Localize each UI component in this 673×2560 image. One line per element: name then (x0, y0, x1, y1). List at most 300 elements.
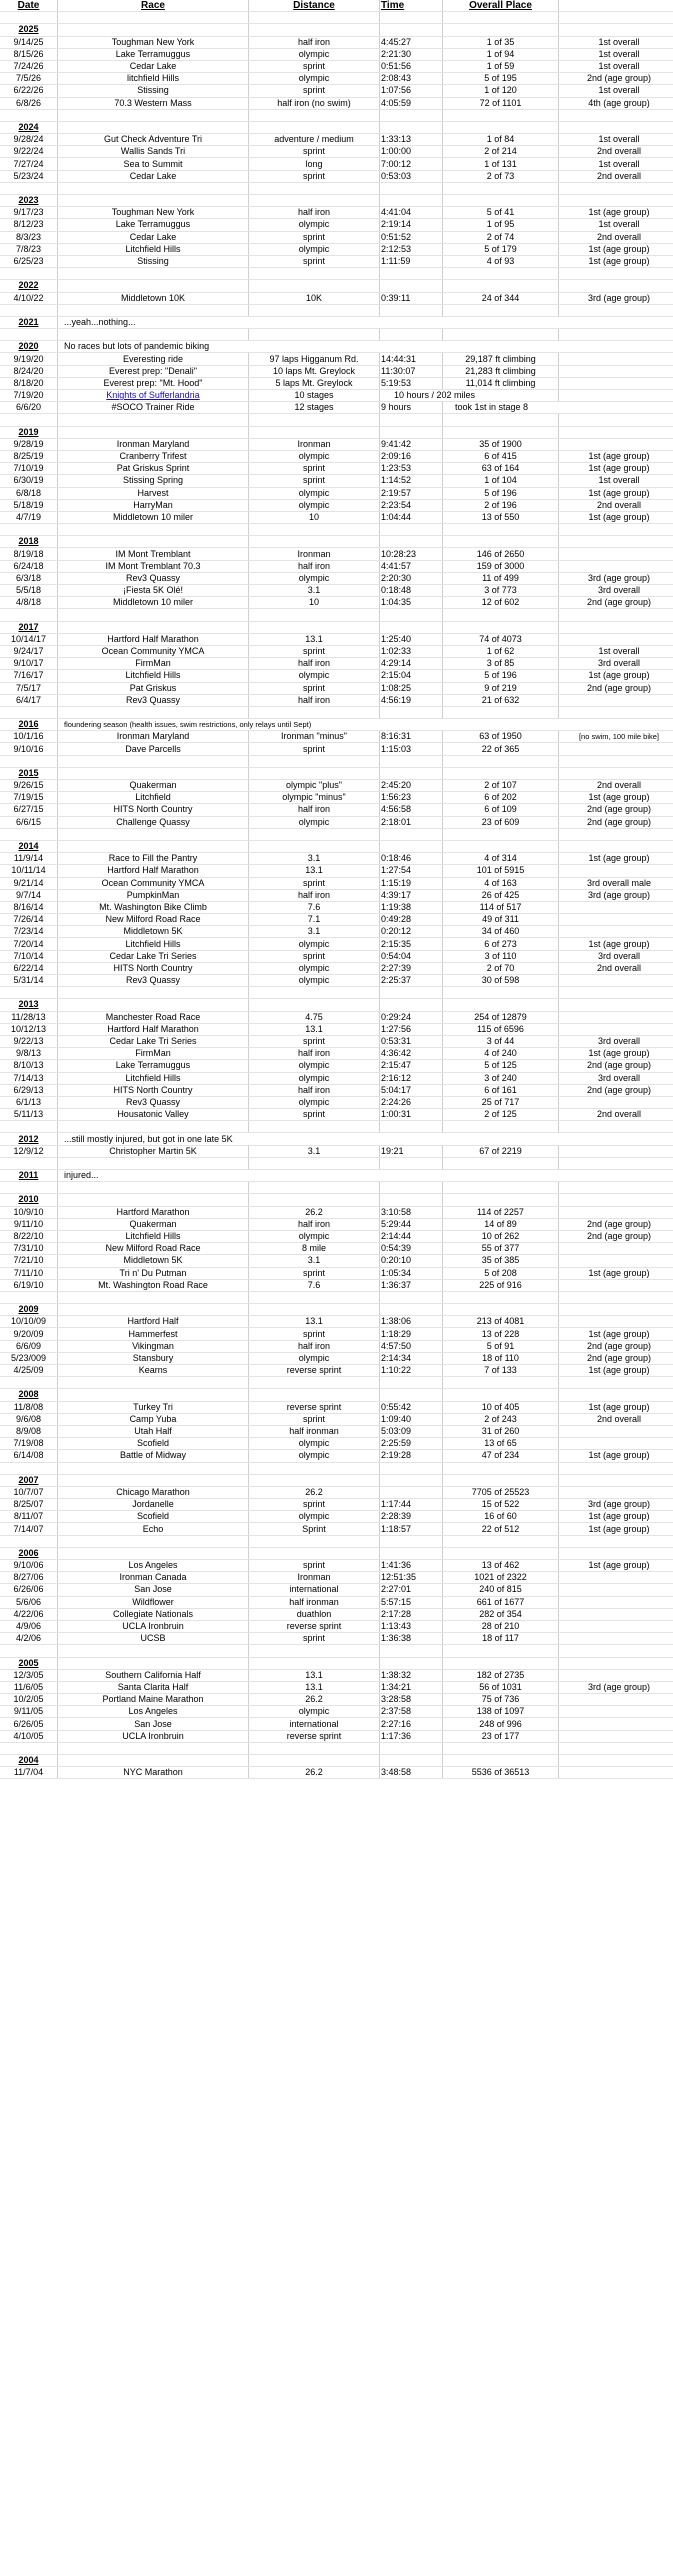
empty-cell (249, 182, 380, 194)
overall-place-cell: 2 of 70 (443, 962, 559, 974)
distance-cell: half iron (no swim) (249, 97, 380, 109)
overall-place-cell: 6 of 161 (443, 1084, 559, 1096)
table-row (0, 597, 673, 609)
distance-cell: 26.2 (249, 1767, 380, 1779)
overall-place-cell: 21,283 ft climbing (443, 365, 559, 377)
time-cell: 0:39:11 (380, 292, 443, 304)
year-row (0, 121, 673, 133)
year-row (0, 621, 673, 633)
table-row (0, 1511, 673, 1523)
empty-cell (380, 1462, 443, 1474)
race-cell: Hartford Half Marathon (58, 1023, 249, 1035)
distance-cell: 97 laps Higganum Rd. (249, 353, 380, 365)
time-cell: 1:15:03 (380, 743, 443, 755)
table-row (0, 1109, 673, 1121)
distance-cell: olympic (249, 73, 380, 85)
empty-cell (58, 12, 249, 24)
table-row (0, 207, 673, 219)
empty-cell (443, 182, 559, 194)
overall-place-cell: 34 of 460 (443, 926, 559, 938)
overall-place-cell: 4 of 163 (443, 877, 559, 889)
distance-cell: 26.2 (249, 1486, 380, 1498)
overall-place-cell: 2 of 107 (443, 780, 559, 792)
time-cell: 3:48:58 (380, 1767, 443, 1779)
overall-place-cell: 5 of 41 (443, 207, 559, 219)
time-cell: 1:09:40 (380, 1413, 443, 1425)
overall-place-cell: 248 of 996 (443, 1718, 559, 1730)
empty-cell (380, 426, 443, 438)
overall-place-cell: 138 of 1097 (443, 1706, 559, 1718)
distance-cell: olympic (249, 1352, 380, 1364)
distance-cell: olympic (249, 48, 380, 60)
date-cell: 4/7/19 (0, 511, 58, 523)
date-cell: 9/21/14 (0, 877, 58, 889)
empty-cell (443, 1182, 559, 1194)
empty-cell (249, 329, 380, 341)
time-cell: 0:55:42 (380, 1401, 443, 1413)
empty-cell (559, 24, 673, 36)
time-cell: 1:56:23 (380, 792, 443, 804)
placing-cell: 2nd (age group) (559, 804, 673, 816)
placing-cell (559, 390, 673, 402)
empty-cell (249, 755, 380, 767)
empty-cell (559, 1182, 673, 1194)
distance-cell: reverse sprint (249, 1401, 380, 1413)
overall-place-cell: 1 of 59 (443, 60, 559, 72)
time-cell: 8:16:31 (380, 731, 443, 743)
overall-place-cell: 1 of 131 (443, 158, 559, 170)
table-row (0, 1560, 673, 1572)
distance-cell: 26.2 (249, 1694, 380, 1706)
table-row (0, 792, 673, 804)
overall-place-cell: 5 of 196 (443, 670, 559, 682)
empty-cell (443, 1474, 559, 1486)
race-cell: Hammerfest (58, 1328, 249, 1340)
time-cell: 4:39:17 (380, 889, 443, 901)
table-row (0, 780, 673, 792)
distance-cell: olympic (249, 816, 380, 828)
overall-place-cell: 22 of 365 (443, 743, 559, 755)
table-row (0, 889, 673, 901)
race-cell: Stissing (58, 255, 249, 267)
placing-cell (559, 1596, 673, 1608)
race-cell: HITS North Country (58, 962, 249, 974)
overall-place-cell: 9 of 219 (443, 682, 559, 694)
spacer-row (0, 1291, 673, 1303)
race-cell: Collegiate Nationals (58, 1608, 249, 1620)
placing-cell (559, 1145, 673, 1157)
year-row (0, 1170, 673, 1182)
placing-cell: 1st overall (559, 60, 673, 72)
time-cell: 4:57:50 (380, 1340, 443, 1352)
table-row (0, 390, 673, 402)
year-label: 2019 (0, 426, 58, 438)
race-cell: Stissing (58, 85, 249, 97)
distance-cell: sprint (249, 1328, 380, 1340)
date-cell: 11/7/04 (0, 1767, 58, 1779)
placing-cell: 2nd (age group) (559, 682, 673, 694)
placing-cell: 3rd overall male (559, 877, 673, 889)
placing-cell (559, 1730, 673, 1742)
empty-cell (249, 280, 380, 292)
date-cell: 6/24/18 (0, 560, 58, 572)
distance-cell: sprint (249, 85, 380, 97)
overall-place-cell: 24 of 344 (443, 292, 559, 304)
overall-place-cell: 13 of 65 (443, 1438, 559, 1450)
overall-place-cell: 254 of 12879 (443, 1011, 559, 1023)
empty-cell (380, 1194, 443, 1206)
placing-cell: 1st overall (559, 475, 673, 487)
empty-cell (0, 12, 58, 24)
table-row (0, 670, 673, 682)
empty-cell (380, 706, 443, 718)
placing-cell: 1st (age group) (559, 670, 673, 682)
placing-cell: 1st (age group) (559, 243, 673, 255)
distance-cell: 13.1 (249, 1669, 380, 1681)
placing-cell: 1st (age group) (559, 511, 673, 523)
header-placing-cell (559, 0, 673, 12)
time-cell: 5:04:17 (380, 1084, 443, 1096)
date-cell: 10/2/05 (0, 1694, 58, 1706)
date-cell: 4/10/22 (0, 292, 58, 304)
table-row (0, 170, 673, 182)
empty-cell (380, 329, 443, 341)
empty-cell (249, 268, 380, 280)
placing-cell: 2nd overall (559, 962, 673, 974)
race-cell: Utah Half (58, 1425, 249, 1437)
date-cell: 9/19/20 (0, 353, 58, 365)
empty-cell (443, 109, 559, 121)
placing-cell: 3rd (age group) (559, 1499, 673, 1511)
table-row (0, 938, 673, 950)
empty-cell (58, 1194, 249, 1206)
overall-place-cell: 28 of 210 (443, 1620, 559, 1632)
empty-cell (380, 1535, 443, 1547)
empty-cell (559, 1157, 673, 1169)
time-cell: 0:54:04 (380, 950, 443, 962)
overall-place-cell: 182 of 2735 (443, 1669, 559, 1681)
race-cell: Southern California Half (58, 1669, 249, 1681)
table-row (0, 377, 673, 389)
spacer-row (0, 1121, 673, 1133)
overall-place-cell: 2 of 74 (443, 231, 559, 243)
table-row (0, 901, 673, 913)
placing-cell: 1st (age group) (559, 1560, 673, 1572)
overall-place-cell: 115 of 6596 (443, 1023, 559, 1035)
year-row (0, 316, 673, 328)
year-label: 2023 (0, 195, 58, 207)
table-row (0, 804, 673, 816)
overall-place-cell: 14 of 89 (443, 1218, 559, 1230)
empty-cell (443, 621, 559, 633)
race-cell: Vikingman (58, 1340, 249, 1352)
spacer-row (0, 755, 673, 767)
year-label: 2016 (0, 719, 58, 731)
empty-cell (380, 1182, 443, 1194)
empty-cell (58, 1157, 249, 1169)
date-cell: 8/25/19 (0, 450, 58, 462)
race-cell: Rev3 Quassy (58, 694, 249, 706)
time-cell: 5:29:44 (380, 1218, 443, 1230)
overall-place-cell: 213 of 4081 (443, 1316, 559, 1328)
distance-cell: half iron (249, 1340, 380, 1352)
placing-cell (559, 1620, 673, 1632)
overall-place-cell: 30 of 598 (443, 975, 559, 987)
empty-cell (58, 524, 249, 536)
empty-cell (249, 1157, 380, 1169)
date-cell: 9/26/15 (0, 780, 58, 792)
placing-cell: 2nd (age group) (559, 597, 673, 609)
time-cell: 5:19:53 (380, 377, 443, 389)
distance-cell: olympic (249, 572, 380, 584)
time-cell: 1:04:35 (380, 597, 443, 609)
placing-cell (559, 901, 673, 913)
time-cell: 1:18:29 (380, 1328, 443, 1340)
empty-cell (249, 1657, 380, 1669)
empty-cell (249, 109, 380, 121)
table-row (0, 48, 673, 60)
empty-cell (443, 280, 559, 292)
overall-place-cell: 11 of 499 (443, 572, 559, 584)
date-cell: 6/6/09 (0, 1340, 58, 1352)
stage-note-cell: took 1st in stage 8 (443, 402, 673, 414)
race-cell: Litchfield Hills (58, 243, 249, 255)
time-cell: 1:14:52 (380, 475, 443, 487)
empty-cell (559, 1121, 673, 1133)
table-row (0, 1767, 673, 1779)
table-row (0, 1145, 673, 1157)
race-link[interactable]: Knights of Sufferlandria (106, 390, 200, 401)
time-cell: 2:25:59 (380, 1438, 443, 1450)
year-label: 2013 (0, 999, 58, 1011)
race-cell: Race to Fill the Pantry (58, 853, 249, 865)
empty-cell (380, 755, 443, 767)
table-row (0, 365, 673, 377)
overall-place-cell: 1 of 95 (443, 219, 559, 231)
empty-cell (249, 1389, 380, 1401)
placing-cell (559, 377, 673, 389)
date-cell: 10/7/07 (0, 1486, 58, 1498)
race-cell: Ironman Canada (58, 1572, 249, 1584)
distance-cell: 13.1 (249, 865, 380, 877)
empty-cell (0, 524, 58, 536)
placing-cell: 3rd overall (559, 1035, 673, 1047)
time-cell: 4:05:59 (380, 97, 443, 109)
time-cell: 0:53:03 (380, 170, 443, 182)
year-row (0, 1474, 673, 1486)
table-row (0, 694, 673, 706)
distance-cell: sprint (249, 170, 380, 182)
date-cell: 10/10/09 (0, 1316, 58, 1328)
time-cell: 9:41:42 (380, 438, 443, 450)
time-cell: 4:56:19 (380, 694, 443, 706)
distance-cell: 13.1 (249, 633, 380, 645)
overall-place-cell: 18 of 110 (443, 1352, 559, 1364)
time-cell: 1:34:21 (380, 1681, 443, 1693)
overall-place-cell: 101 of 5915 (443, 865, 559, 877)
overall-place-cell: 4 of 93 (443, 255, 559, 267)
placing-cell: 1st overall (559, 85, 673, 97)
placing-cell: 1st (age group) (559, 207, 673, 219)
race-cell: Sea to Summit (58, 158, 249, 170)
empty-cell (58, 840, 249, 852)
overall-place-cell: 1 of 120 (443, 85, 559, 97)
race-cell: Manchester Road Race (58, 1011, 249, 1023)
distance-cell: 7.6 (249, 901, 380, 913)
placing-cell (559, 694, 673, 706)
table-row (0, 1255, 673, 1267)
table-row (0, 743, 673, 755)
distance-cell: sprint (249, 1109, 380, 1121)
placing-cell (559, 1767, 673, 1779)
distance-cell: 3.1 (249, 585, 380, 597)
distance-cell: olympic (249, 243, 380, 255)
empty-cell (58, 999, 249, 1011)
header-overall-place-cell: Overall Place (443, 0, 559, 12)
empty-cell (58, 609, 249, 621)
placing-cell (559, 438, 673, 450)
distance-cell: 8 mile (249, 1243, 380, 1255)
time-span-cell: 10 hours / 202 miles (380, 390, 559, 402)
empty-cell (249, 1535, 380, 1547)
empty-cell (443, 1645, 559, 1657)
overall-place-cell: 4 of 240 (443, 1048, 559, 1060)
empty-cell (443, 1157, 559, 1169)
time-cell: 1:27:54 (380, 865, 443, 877)
date-cell: 9/6/08 (0, 1413, 58, 1425)
empty-cell (559, 999, 673, 1011)
placing-cell: 1st (age group) (559, 487, 673, 499)
empty-cell (58, 1547, 249, 1559)
race-cell: Stansbury (58, 1352, 249, 1364)
placing-cell (559, 743, 673, 755)
date-cell: 4/8/18 (0, 597, 58, 609)
year-row (0, 767, 673, 779)
empty-cell (559, 121, 673, 133)
table-row (0, 585, 673, 597)
year-note: floundering season (health issues, swim restrictions, only relays until Sept) (58, 719, 673, 731)
empty-cell (443, 414, 559, 426)
table-row (0, 1718, 673, 1730)
race-cell: litchfield Hills (58, 73, 249, 85)
race-cell: UCSB (58, 1633, 249, 1645)
empty-cell (443, 1657, 559, 1669)
spacer-row (0, 1535, 673, 1547)
spacer-row (0, 1377, 673, 1389)
date-cell: 7/19/20 (0, 390, 58, 402)
distance-cell: 26.2 (249, 1206, 380, 1218)
year-row (0, 24, 673, 36)
date-cell: 10/12/13 (0, 1023, 58, 1035)
placing-cell (559, 1669, 673, 1681)
placing-cell: 3rd (age group) (559, 1681, 673, 1693)
race-cell: #SOCO Trainer Ride (58, 402, 249, 414)
empty-cell (0, 1182, 58, 1194)
distance-cell: olympic (249, 938, 380, 950)
year-label: 2014 (0, 840, 58, 852)
empty-cell (559, 536, 673, 548)
placing-cell (559, 926, 673, 938)
table-row (0, 1669, 673, 1681)
placing-cell: 1st (age group) (559, 792, 673, 804)
race-cell: Battle of Midway (58, 1450, 249, 1462)
date-cell: 6/29/13 (0, 1084, 58, 1096)
time-cell: 3:10:58 (380, 1206, 443, 1218)
date-cell: 9/17/23 (0, 207, 58, 219)
time-cell: 1:25:40 (380, 633, 443, 645)
race-cell: Mt. Washington Road Race (58, 1279, 249, 1291)
date-cell: 7/19/08 (0, 1438, 58, 1450)
race-cell: Challenge Quassy (58, 816, 249, 828)
overall-place-cell: 67 of 2219 (443, 1145, 559, 1157)
race-cell: Litchfield Hills (58, 670, 249, 682)
table-row (0, 1425, 673, 1437)
race-cell (58, 390, 249, 402)
date-cell: 6/4/17 (0, 694, 58, 706)
time-cell: 0:53:31 (380, 1035, 443, 1047)
date-cell: 6/26/05 (0, 1718, 58, 1730)
empty-cell (443, 1535, 559, 1547)
overall-place-cell: 240 of 815 (443, 1584, 559, 1596)
empty-cell (58, 329, 249, 341)
race-cell: Cranberry Trifest (58, 450, 249, 462)
overall-place-cell: 5536 of 36513 (443, 1767, 559, 1779)
placing-cell: 1st (age group) (559, 450, 673, 462)
time-cell: 2:25:37 (380, 975, 443, 987)
time-cell: 2:18:01 (380, 816, 443, 828)
overall-place-cell: 29,187 ft climbing (443, 353, 559, 365)
race-cell: Middletown 5K (58, 1255, 249, 1267)
race-cell: HITS North Country (58, 804, 249, 816)
table-row (0, 1694, 673, 1706)
race-cell: IM Mont Tremblant 70.3 (58, 560, 249, 572)
date-cell: 5/6/06 (0, 1596, 58, 1608)
race-cell: Portland Maine Marathon (58, 1694, 249, 1706)
date-cell: 8/10/13 (0, 1060, 58, 1072)
empty-cell (249, 1742, 380, 1754)
empty-cell (58, 24, 249, 36)
overall-place-cell: 5 of 91 (443, 1340, 559, 1352)
distance-cell: olympic (249, 975, 380, 987)
empty-cell (380, 1547, 443, 1559)
date-cell: 9/28/24 (0, 134, 58, 146)
race-cell: Gut Check Adventure Tri (58, 134, 249, 146)
empty-cell (559, 1304, 673, 1316)
placing-cell (559, 865, 673, 877)
year-label: 2009 (0, 1304, 58, 1316)
date-cell: 6/8/18 (0, 487, 58, 499)
race-cell: Rev3 Quassy (58, 572, 249, 584)
date-cell: 10/1/16 (0, 731, 58, 743)
empty-cell (249, 1304, 380, 1316)
race-cell: Middletown 10K (58, 292, 249, 304)
empty-cell (559, 840, 673, 852)
placing-cell: 2nd overall (559, 780, 673, 792)
empty-cell (559, 414, 673, 426)
empty-cell (443, 767, 559, 779)
placing-cell: 4th (age group) (559, 97, 673, 109)
time-cell: 7:00:12 (380, 158, 443, 170)
empty-cell (249, 1755, 380, 1767)
spacer-row (0, 109, 673, 121)
empty-cell (443, 329, 559, 341)
date-cell: 10/11/14 (0, 865, 58, 877)
date-cell: 5/23/24 (0, 170, 58, 182)
date-cell: 8/15/26 (0, 48, 58, 60)
table-row (0, 1352, 673, 1364)
table-row (0, 682, 673, 694)
time-cell: 19:21 (380, 1145, 443, 1157)
